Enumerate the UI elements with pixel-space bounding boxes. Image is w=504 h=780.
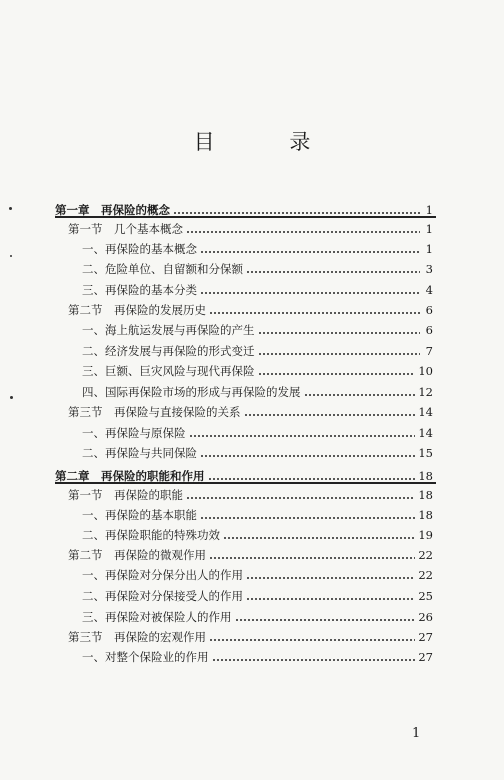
toc-entry-text: 第三节 再保险的宏观作用 bbox=[68, 630, 206, 644]
dot-leader bbox=[246, 270, 420, 274]
toc-entry-text: 一、再保险对分保分出人的作用 bbox=[82, 568, 243, 582]
toc-page-number: 27 bbox=[418, 630, 433, 644]
toc-entry-chapter[interactable] bbox=[55, 202, 433, 218]
dot-leader bbox=[208, 477, 416, 481]
dot-leader bbox=[258, 331, 421, 335]
dot-leader bbox=[186, 230, 420, 234]
dot-leader bbox=[209, 638, 415, 642]
toc-entry-text: 第二节 再保险的发展历史 bbox=[68, 303, 206, 317]
toc-page-number: 4 bbox=[425, 283, 433, 297]
toc-entry-item[interactable] bbox=[82, 649, 433, 665]
dot-leader bbox=[209, 311, 420, 315]
dot-leader bbox=[212, 658, 416, 662]
scan-speck bbox=[9, 207, 12, 210]
toc-entry-text: 第二章 再保险的职能和作用 bbox=[55, 469, 205, 483]
dot-leader bbox=[200, 454, 415, 458]
toc-entry-text: 一、对整个保险业的作用 bbox=[82, 650, 209, 664]
toc-entry-item[interactable] bbox=[82, 261, 433, 277]
dot-leader bbox=[244, 413, 416, 417]
dot-leader bbox=[246, 576, 415, 580]
toc-page-number: 22 bbox=[418, 548, 433, 562]
dot-leader bbox=[200, 291, 420, 295]
toc-entry-text: 三、巨额、巨灾风险与现代再保险 bbox=[82, 364, 255, 378]
toc-entry-item[interactable] bbox=[82, 507, 433, 523]
page-folio: 1 bbox=[412, 726, 421, 741]
toc-entry-text: 二、再保险对分保接受人的作用 bbox=[82, 589, 243, 603]
toc-entry-text: 第三节 再保险与直接保险的关系 bbox=[68, 405, 241, 419]
toc-entry-section[interactable] bbox=[68, 487, 433, 503]
scan-speck bbox=[10, 255, 12, 257]
toc-entry-text: 第一章 再保险的概念 bbox=[55, 203, 170, 217]
toc-entry-text: 二、再保险职能的特殊功效 bbox=[82, 528, 220, 542]
dot-leader bbox=[258, 372, 416, 376]
toc-entry-text: 三、再保险对被保险人的作用 bbox=[82, 610, 232, 624]
toc-entry-text: 三、再保险的基本分类 bbox=[82, 283, 197, 297]
toc-page-number: 7 bbox=[425, 344, 433, 358]
toc-page-number: 15 bbox=[418, 446, 433, 460]
dot-leader bbox=[209, 556, 415, 560]
toc-entry-text: 二、经济发展与再保险的形式变迁 bbox=[82, 344, 255, 358]
toc-page-number: 1 bbox=[425, 203, 433, 217]
toc-entry-text: 一、海上航运发展与再保险的产生 bbox=[82, 323, 255, 337]
toc-page-number: 1 bbox=[425, 222, 433, 236]
dot-leader bbox=[304, 393, 416, 397]
toc-entry-text: 第一节 再保险的职能 bbox=[68, 488, 183, 502]
dot-leader bbox=[258, 352, 421, 356]
toc-page-number: 1 bbox=[425, 242, 433, 256]
toc-page-number: 18 bbox=[418, 469, 433, 483]
toc-entry-text: 第一节 几个基本概念 bbox=[68, 222, 183, 236]
toc-page-number: 25 bbox=[418, 589, 433, 603]
toc-entry-text: 二、再保险与共同保险 bbox=[82, 446, 197, 460]
dot-leader bbox=[173, 211, 420, 215]
toc-entry-section[interactable] bbox=[68, 302, 433, 318]
toc-entry-chapter[interactable] bbox=[55, 468, 433, 484]
toc-entry-text: 四、国际再保险市场的形成与再保险的发展 bbox=[82, 385, 301, 399]
toc-entry-item[interactable] bbox=[82, 527, 433, 543]
toc-entry-item[interactable] bbox=[82, 322, 433, 338]
toc-page-number: 18 bbox=[418, 508, 433, 522]
toc-entry-item[interactable] bbox=[82, 609, 433, 625]
toc-page-number: 26 bbox=[418, 610, 433, 624]
toc-entry-item[interactable] bbox=[82, 343, 433, 359]
toc-entry-text: 一、再保险与原保险 bbox=[82, 426, 186, 440]
page-title: 目 录 bbox=[193, 130, 345, 154]
toc-page-number: 6 bbox=[425, 323, 433, 337]
toc-page-number: 10 bbox=[418, 364, 433, 378]
toc-page-number: 6 bbox=[425, 303, 433, 317]
toc-entry-item[interactable] bbox=[82, 425, 433, 441]
toc-entry-text: 第二节 再保险的微观作用 bbox=[68, 548, 206, 562]
dot-leader bbox=[200, 516, 415, 520]
toc-page-number: 22 bbox=[418, 568, 433, 582]
toc-entry-item[interactable] bbox=[82, 241, 433, 257]
dot-leader bbox=[223, 536, 415, 540]
toc-page-number: 14 bbox=[418, 405, 433, 419]
dot-leader bbox=[186, 496, 415, 500]
toc-page-number: 18 bbox=[418, 488, 433, 502]
toc-entry-text: 一、再保险的基本概念 bbox=[82, 242, 197, 256]
scan-speck bbox=[10, 396, 13, 399]
toc-page-number: 3 bbox=[425, 262, 433, 276]
toc-entry-item[interactable] bbox=[82, 567, 433, 583]
toc-page-number: 12 bbox=[418, 385, 433, 399]
dot-leader bbox=[200, 250, 420, 254]
toc-entry-section[interactable] bbox=[68, 221, 433, 237]
toc-entry-text: 二、危险单位、自留额和分保额 bbox=[82, 262, 243, 276]
toc-page-number: 14 bbox=[418, 426, 433, 440]
toc-entry-text: 一、再保险的基本职能 bbox=[82, 508, 197, 522]
toc-entry-item[interactable] bbox=[82, 588, 433, 604]
toc-entry-section[interactable] bbox=[68, 404, 433, 420]
dot-leader bbox=[246, 597, 415, 601]
toc-entry-item[interactable] bbox=[82, 282, 433, 298]
toc-page-number: 19 bbox=[418, 528, 433, 542]
toc-page-number: 27 bbox=[418, 650, 433, 664]
dot-leader bbox=[235, 618, 416, 622]
dot-leader bbox=[189, 434, 416, 438]
toc-entry-item[interactable] bbox=[82, 445, 433, 461]
toc-entry-section[interactable] bbox=[68, 629, 433, 645]
toc-entry-item[interactable] bbox=[82, 363, 433, 379]
toc-entry-section[interactable] bbox=[68, 547, 433, 563]
toc-entry-item[interactable] bbox=[82, 384, 433, 400]
